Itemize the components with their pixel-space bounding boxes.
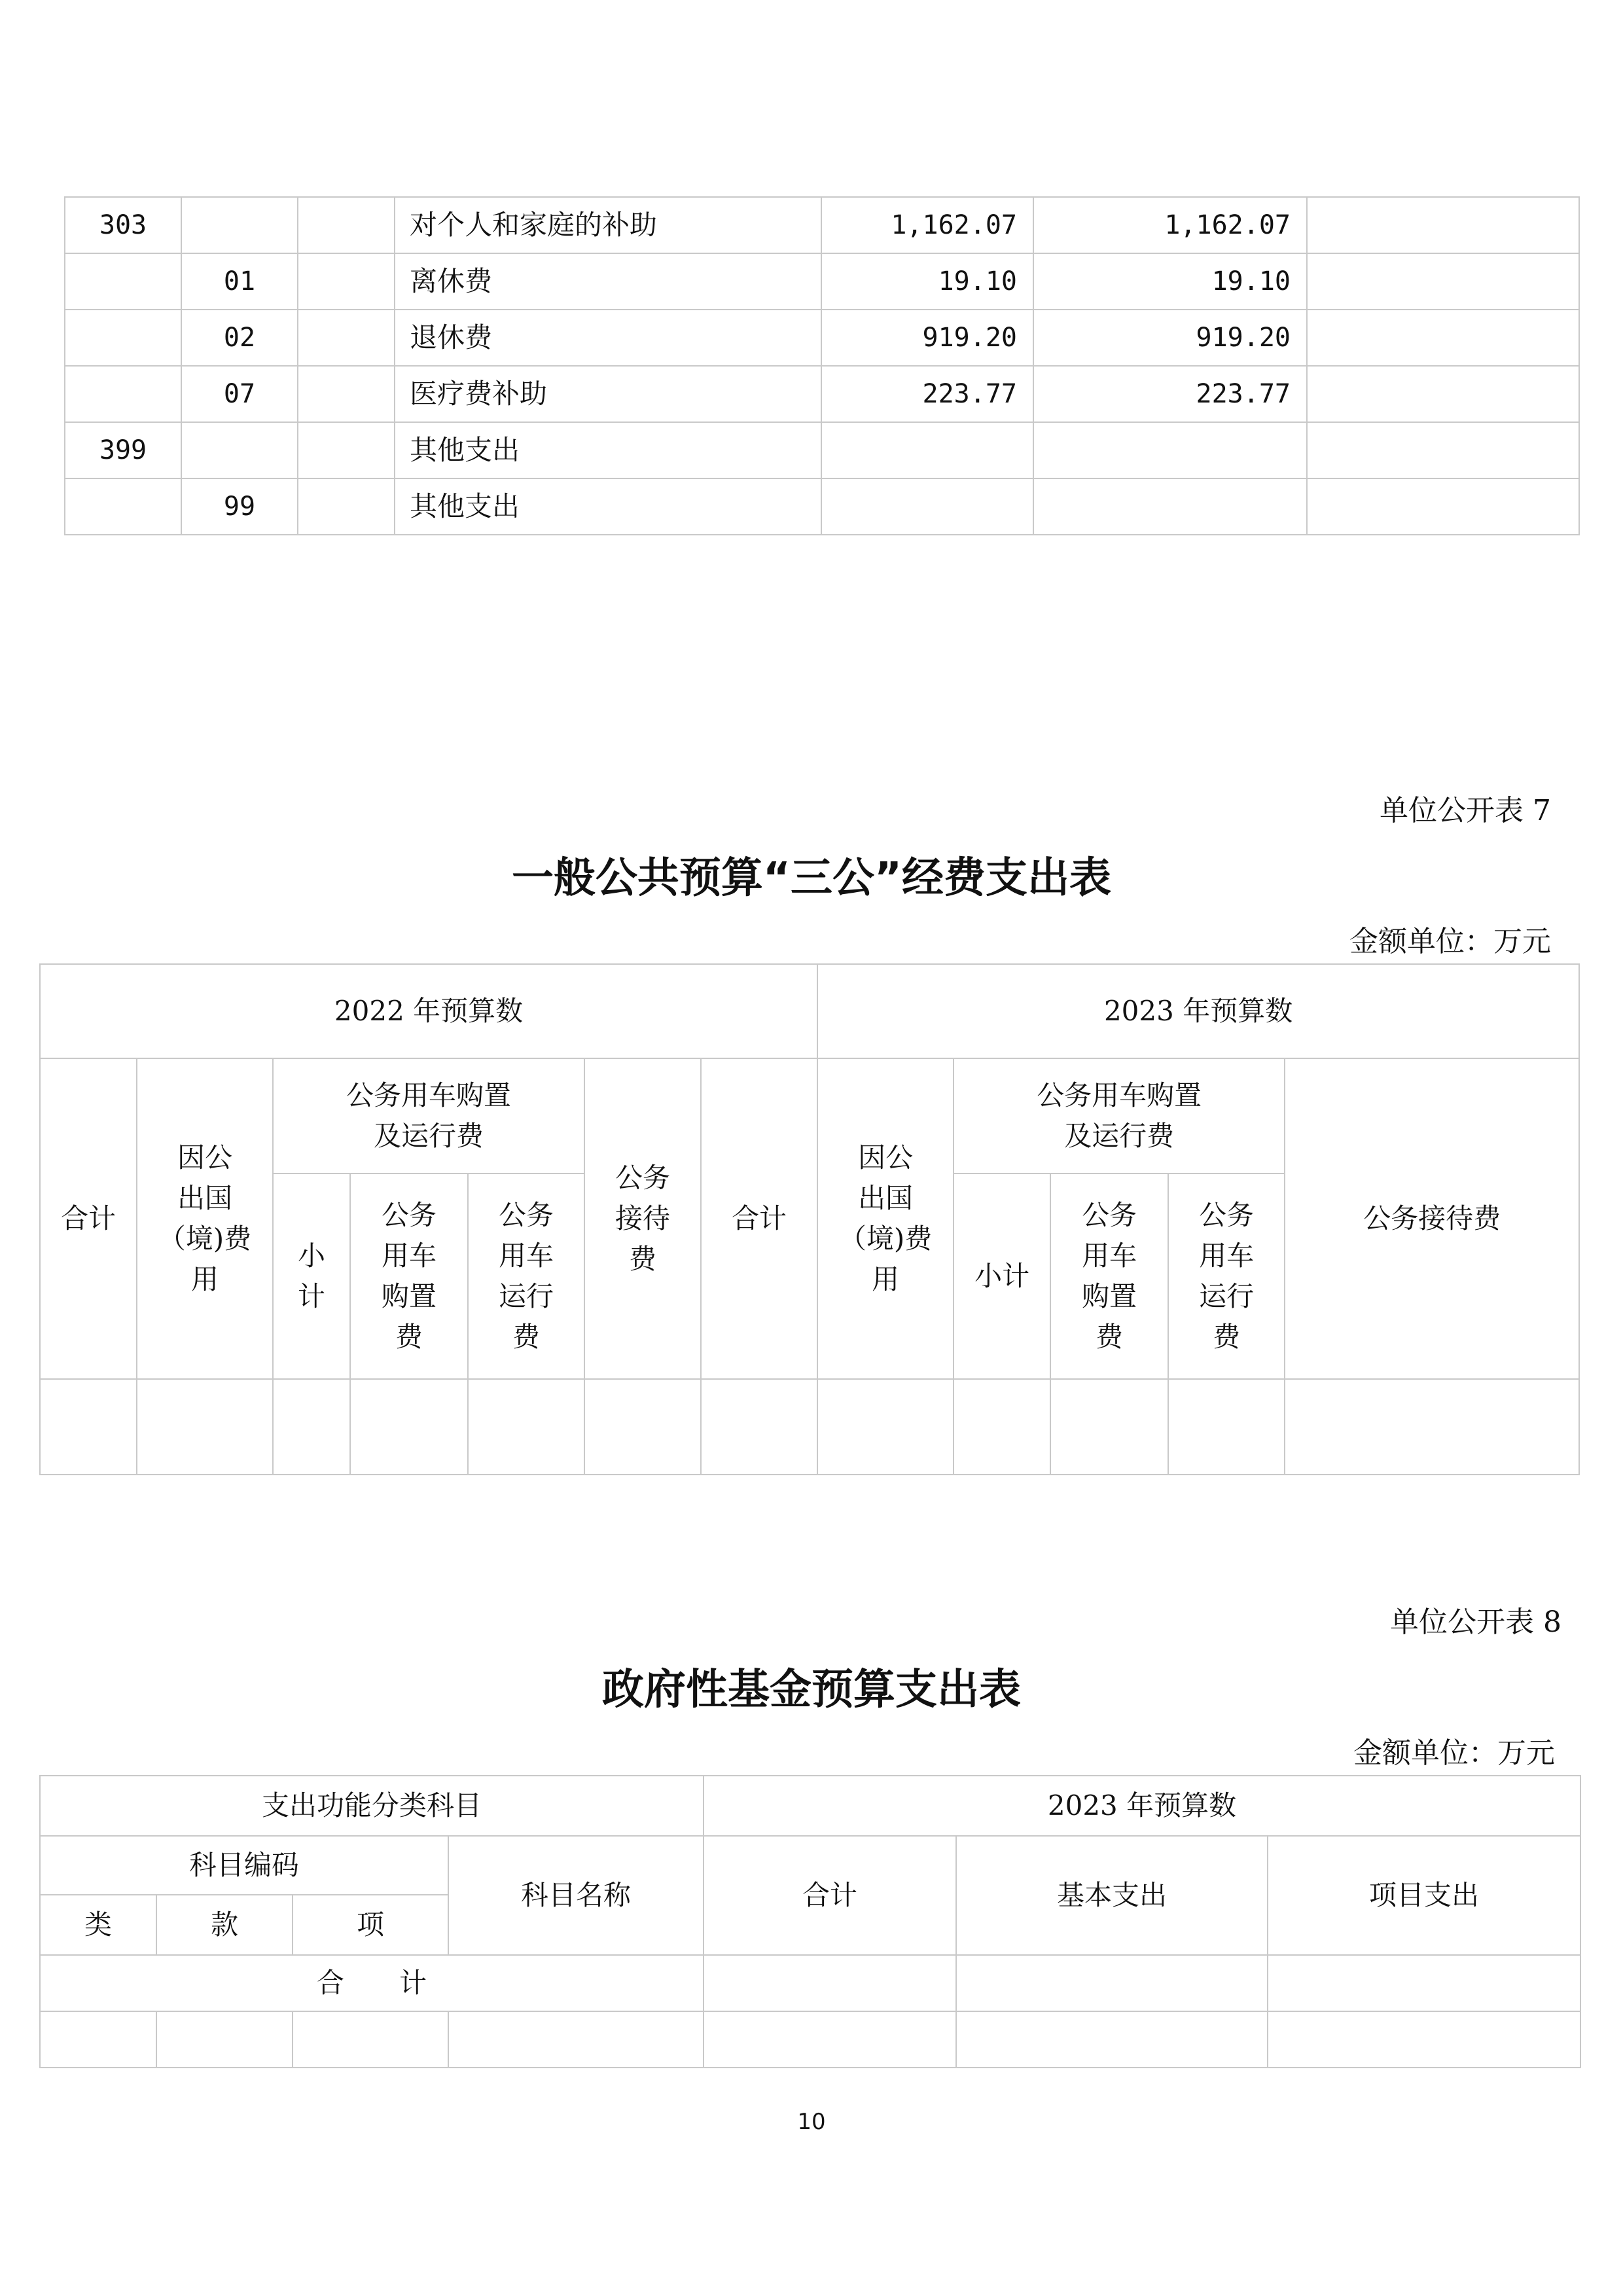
cell-lei bbox=[65, 253, 181, 310]
cell-kuan bbox=[181, 422, 298, 478]
table7-label: 单位公开表 7 bbox=[1380, 794, 1551, 827]
h-abroad-2022: 因公 出国 （境)费 用 bbox=[137, 1058, 273, 1379]
table8-empty-row bbox=[40, 2011, 1580, 2068]
h-year-2023: 2023 年预算数 bbox=[704, 1776, 1580, 1836]
h-subtotal-2023: 小计 bbox=[954, 1174, 1050, 1379]
h-car-group-2023: 公务用车购置 及运行费 bbox=[954, 1058, 1285, 1174]
cell-total: 1,162.07 bbox=[821, 197, 1033, 253]
cell-total bbox=[821, 478, 1033, 535]
table-row bbox=[65, 197, 1579, 253]
h-code: 科目编码 bbox=[40, 1836, 448, 1895]
cell-kuan: 02 bbox=[181, 310, 298, 366]
cell-project bbox=[1307, 366, 1579, 422]
table8-label: 单位公开表 8 bbox=[1390, 1605, 1561, 1639]
table-row bbox=[65, 422, 1579, 478]
cell-lei bbox=[65, 310, 181, 366]
cell-basic: 223.77 bbox=[1033, 366, 1307, 422]
cell-total: 223.77 bbox=[821, 366, 1033, 422]
cell-name: 医疗费补助 bbox=[395, 366, 821, 422]
cell-kuan: 01 bbox=[181, 253, 298, 310]
h-total: 合计 bbox=[704, 1836, 956, 1955]
cell-name: 退休费 bbox=[395, 310, 821, 366]
h-name: 科目名称 bbox=[448, 1836, 704, 1955]
table8-title: 政府性基金预算支出表 bbox=[602, 1666, 1021, 1714]
h-project: 项目支出 bbox=[1268, 1836, 1580, 1955]
table8-unit: 金额单位：万元 bbox=[1353, 1736, 1555, 1770]
cell-project bbox=[1307, 422, 1579, 478]
cell-total: 19.10 bbox=[821, 253, 1033, 310]
h-reception-2023: 公务接待费 bbox=[1285, 1058, 1579, 1379]
table7-unit: 金额单位：万元 bbox=[1349, 925, 1551, 958]
year-2022-header: 2022 年预算数 bbox=[40, 964, 817, 1058]
cell-basic: 919.20 bbox=[1033, 310, 1307, 366]
h-reception-2022: 公务 接待 费 bbox=[584, 1058, 701, 1379]
h-car-group-2022: 公务用车购置 及运行费 bbox=[273, 1058, 584, 1174]
page-number: 10 bbox=[797, 2109, 826, 2135]
table-row bbox=[65, 366, 1579, 422]
cell-total bbox=[821, 422, 1033, 478]
cell-xiang bbox=[298, 197, 395, 253]
cell-lei bbox=[65, 478, 181, 535]
table7-empty-row bbox=[40, 1379, 1579, 1475]
cell-basic bbox=[1033, 478, 1307, 535]
cell-lei bbox=[65, 366, 181, 422]
cell-lei: 303 bbox=[65, 197, 181, 253]
cell-xiang bbox=[298, 310, 395, 366]
table7 bbox=[39, 963, 1580, 1475]
sum-label: 合 计 bbox=[40, 1955, 704, 2011]
cell-basic bbox=[1033, 422, 1307, 478]
cell-project bbox=[1307, 253, 1579, 310]
cell-lei: 399 bbox=[65, 422, 181, 478]
cell-xiang bbox=[298, 253, 395, 310]
h-total-2023: 合计 bbox=[701, 1058, 817, 1379]
h-car-buy-2023: 公务 用车 购置 费 bbox=[1050, 1174, 1168, 1379]
cell-kuan: 99 bbox=[181, 478, 298, 535]
cell-xiang bbox=[298, 478, 395, 535]
cell-xiang bbox=[298, 422, 395, 478]
year-2023-header: 2023 年预算数 bbox=[817, 964, 1579, 1058]
cell-project bbox=[1307, 478, 1579, 535]
h-subtotal-2022: 小 计 bbox=[273, 1174, 350, 1379]
cell-project bbox=[1307, 310, 1579, 366]
cell-xiang bbox=[298, 366, 395, 422]
cell-kuan: 07 bbox=[181, 366, 298, 422]
h-kuan: 款 bbox=[156, 1895, 293, 1955]
table6-tail bbox=[64, 196, 1580, 535]
h-lei: 类 bbox=[40, 1895, 156, 1955]
cell-name: 其他支出 bbox=[395, 422, 821, 478]
cell-name: 其他支出 bbox=[395, 478, 821, 535]
cell-basic: 1,162.07 bbox=[1033, 197, 1307, 253]
h-func-class: 支出功能分类科目 bbox=[40, 1776, 704, 1836]
table-row bbox=[65, 310, 1579, 366]
cell-name: 离休费 bbox=[395, 253, 821, 310]
h-car-run-2023: 公务 用车 运行 费 bbox=[1168, 1174, 1285, 1379]
h-abroad-2023: 因公 出国 （境)费 用 bbox=[817, 1058, 954, 1379]
h-car-buy-2022: 公务 用车 购置 费 bbox=[350, 1174, 468, 1379]
table7-title: 一般公共预算“三公”经费支出表 bbox=[511, 854, 1112, 903]
cell-total: 919.20 bbox=[821, 310, 1033, 366]
cell-basic: 19.10 bbox=[1033, 253, 1307, 310]
table-row bbox=[65, 253, 1579, 310]
cell-name: 对个人和家庭的补助 bbox=[395, 197, 821, 253]
h-xiang: 项 bbox=[293, 1895, 448, 1955]
cell-project bbox=[1307, 197, 1579, 253]
table-row bbox=[65, 478, 1579, 535]
h-basic: 基本支出 bbox=[956, 1836, 1268, 1955]
h-car-run-2022: 公务 用车 运行 费 bbox=[468, 1174, 584, 1379]
h-total-2022: 合计 bbox=[40, 1058, 137, 1379]
cell-kuan bbox=[181, 197, 298, 253]
table8 bbox=[39, 1775, 1581, 2068]
